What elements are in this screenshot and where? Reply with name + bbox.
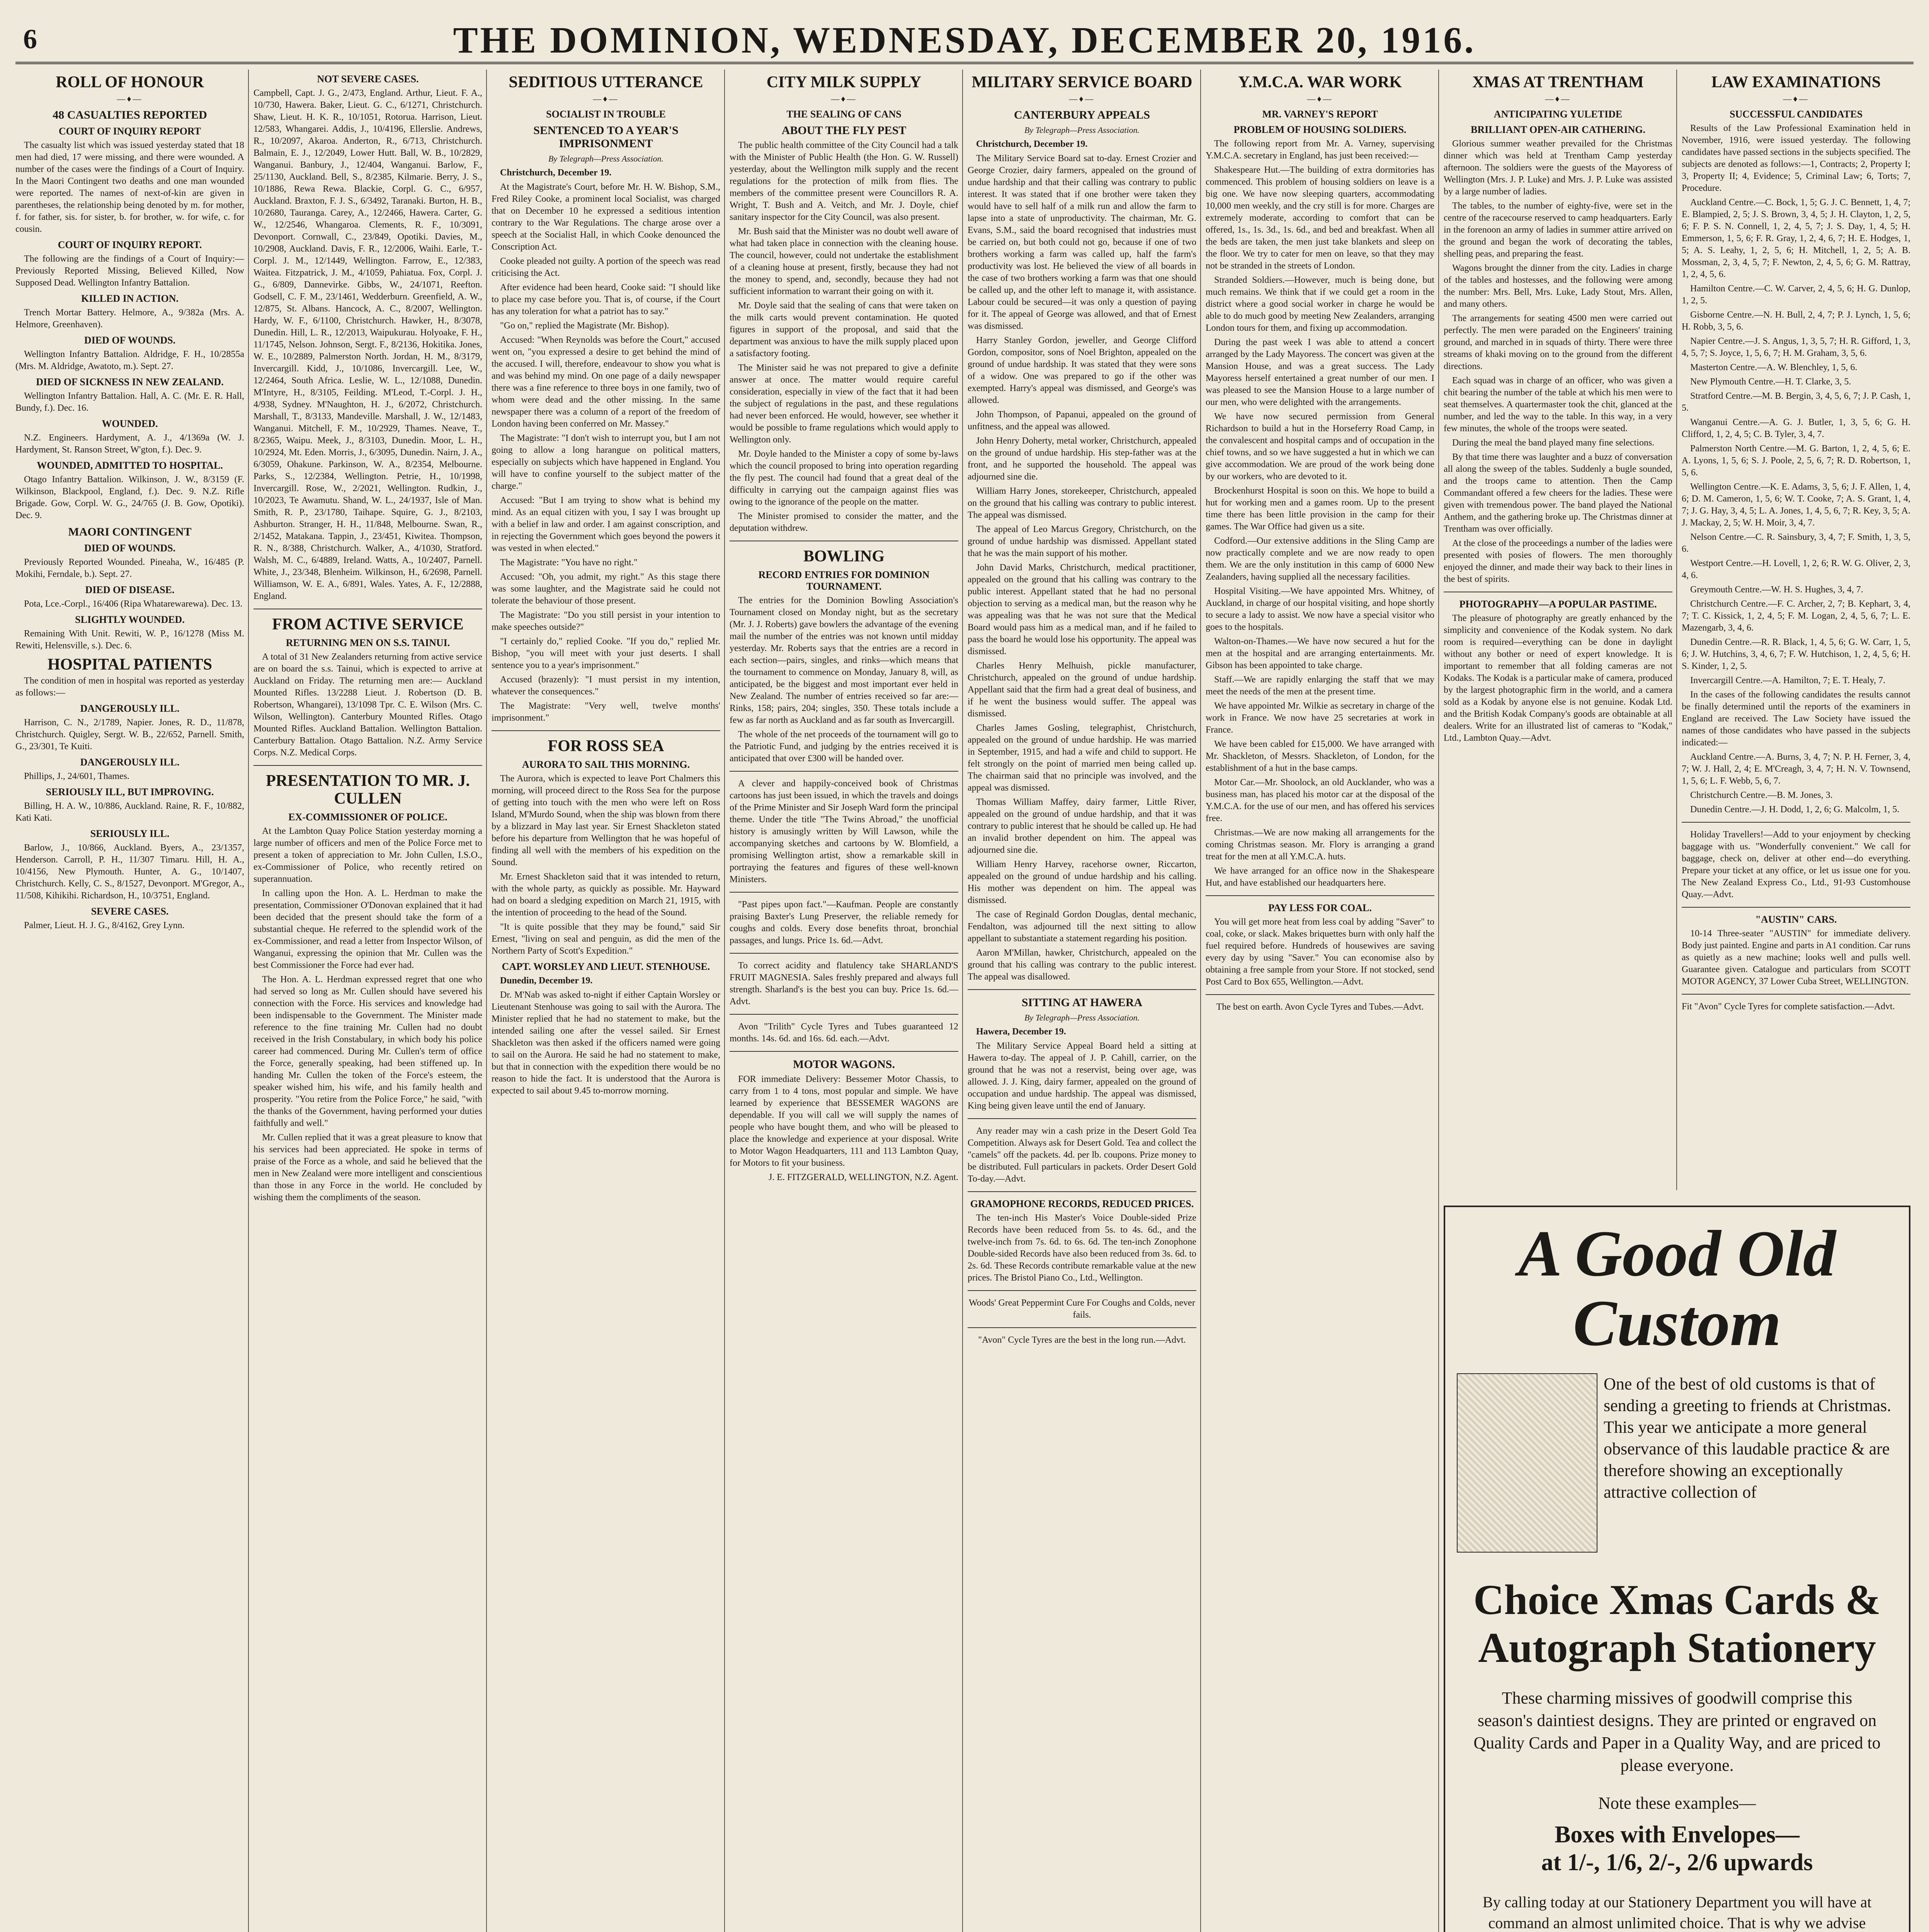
- ad-sat: By calling today at our Stationery Department you will have at command an almost unlimited choice. That is why we advise: [1482, 1893, 1872, 1932]
- column-rule: [248, 70, 249, 1932]
- subheadline-sealing: THE SEALING OF CANS: [786, 109, 902, 120]
- advertisement-text: The ten-inch His Master's Voice Double-sided Prize Records have been reduced from 5s. to 4s. 6d., and the twelve-inch from 7s. 6d. to 6s. 6d. The ten-inch Zonophone Double-sided Records have also been reduced from 3s. 6d. to 2s. 6d. These Records contribute remarkable value at the new prices. The Bristol Piano Co., Ltd., Wellington.: [968, 1213, 1196, 1283]
- section-heading: EX-COMMISSIONER OF POLICE.: [288, 811, 447, 823]
- article-paragraph: John Thompson, of Papanui, appealed on the ground of unfitness, and the appeal was allowed.: [968, 410, 1196, 432]
- article-paragraph: The tables, to the number of eighty-five, were set in the centre of the racecourse reserved to camp headquarters. Early in the forenoon an army of ladies in summer attire arrived on the ground and began the work of decorating the tables, shelling peas, and preparing the feast.: [1444, 201, 1672, 259]
- article-paragraph: Remaining With Unit. Rewiti, W. P., 16/1278 (Miss M. Rewiti, Helensville, s.). Dec. 6.: [15, 629, 244, 651]
- article-paragraph: By that time there was laughter and a buzz of conversation all along the sweep of the tables. Suddenly a bugle sounded, and the troops came to attention. Then the Camp Commandant offered a few cheers for the ladies. These were given with tremendous power. The band played the National Anthem, and the gathering broke up. The Christmas dinner at Trentham was over officially.: [1444, 452, 1672, 534]
- column-roll-of-honour: ROLL OF HONOUR —♦— 48 CASUALTIES REPORTED COURT OF INQUIRY REPORT The casualty list which was issued yesterday stated that 18 men had died, 17 were missing, and there were wounded. A number of the cases were the findings of a Court of Inquiry. In the Maori Contingent two deaths and one man wounded were reported. The names of next-of-kin are given in parentheses, the relationship being denoted by m. for mother, f. for father, sis. for sister, b. for brother, w. for wife, c. for cousin. COURT OF INQUIRY REPORT. The following are the findings of a Court of Inquiry:— Previously Reported Missing, Believed Killed, Now Supposed Dead. Wellington Infantry Battalion. KILLED IN ACTION. Trench Mortar Battery. Helmore, A., 9/382a (Mrs. A. Helmore, Greenhaven). DIED OF WOUNDS. Wellington Infantry Battalion. Aldridge, F. H., 10/2855a (Mrs. M. Aldridge, Awatoto, m.). Sept. 27. DIED OF SICKNESS IN NEW ZEALAND. Wellington Infantry Battalion. Hall, A. C. (Mr. E. R. Hall, Bundy, f.). Dec. 16. WOUNDED. N.Z. Engineers. Hardyment, A. J., 4/1369a (W. J. Hardyment, St. Ranson Street, W'gton, f.). Dec. 9. WOUNDED, ADMITTED TO HOSPITAL. Otago Infantry Battalion. Wilkinson, J. W., 8/3159 (F. Wilkinson, Blackpool, England, f.). Dec. 9. N.Z. Rifle Brigade. Gow, Corpl. W. G., 24/765 (J. B. Gow, Opotiki). Dec. 9. MAORI CONTINGENT DIED OF WOUNDS. Previously Reported Wounded. Pineaha, W., 16/485 (P. Mokihi, Ferndale, b.). Sept. 27. DIED OF DISEASE. Pota, Lce.-Corpl., 16/406 (Ripa Whatarewarewa). Dec. 13. SLIGHTLY WOUNDED. Remaining With Unit. Rewiti, W. P., 16/1278 (Miss M. Rewiti, Helensville, s.). Dec. 6. HOSPITAL PATIENTS The condition of men in hospital was reported as yesterday as follows:— DANGEROUSLY ILL. Harrison, C. N., 2/1789, Napier. Jones, R. D., 11/878, Christchurch. Quigley, Sergt. W. B., 22/652, Parnell. Smith, G., 23/301, Te Kuiti. DANGEROUSLY ILL. Phillips, J., 24/601, Thames. SERIOUSLY ILL, BUT IMPROVING. Billing, H. A. W., 10/886, Auckland. Raine, R. F., 10/882, Kati Kati. SERIOUSLY ILL. Barlow, J., 10/866, Auckland. Byers, A., 23/1357, Henderson. Carroll, P. H., 11/307 Timaru. Hill, H. A., 10/4156, New Plymouth. Hunter, A. G., 10/1407, Christchurch. Kelly, C. S., 8/1527, Devonport. M'Gregor, A., 11/508, Kihikihi. Richardson, H., 10/3751, England. SEVERE CASES. Palmer, Lieut. H. J. G., 8/4162, Grey Lynn.: [15, 70, 244, 1932]
- article-paragraph: Otago Infantry Battalion. Wilkinson, J. W., 8/3159 (F. Wilkinson, Blackpool, England, f.). Dec. 9. N.Z. Rifle Brigade. Gow, Corpl. W. G., 24/765 (J. B. Gow, Opotiki). Dec. 9.: [15, 474, 244, 520]
- article-paragraph: Previously Reported Wounded. Pineaha, W., 16/485 (P. Mokihi, Ferndale, b.). Sept. 27.: [15, 557, 244, 579]
- article-paragraph: Stratford Centre.—M. B. Bergin, 3, 4, 5, 6, 7; J. P. Cash, 1, 5.: [1682, 391, 1910, 413]
- section-heading: DANGEROUSLY ILL.: [80, 703, 180, 714]
- headline-law-examinations: LAW EXAMINATIONS: [1711, 73, 1881, 91]
- article-paragraph: In the cases of the following candidates the results cannot be finally determined until the reports of the examiners in England are received. The Law Society have issued the names of those candidates who have passed in the subjects indicated:—: [1682, 690, 1910, 748]
- article-paragraph: Hamilton Centre.—C. W. Carver, 2, 4, 5, 6; H. G. Dunlop, 1, 2, 5.: [1682, 284, 1910, 306]
- article-paragraph: At the Magistrate's Court, before Mr. H. W. Bishop, S.M., Fred Riley Cooke, a prominent local Socialist, was charged that on December 10 he expressed a seditious intention contrary to the War Regulations. The charge arose over a speech at the Socialist Hall, in which Cooke denounced the Conscription Act.: [492, 182, 720, 252]
- headline-bowling: BOWLING: [803, 548, 885, 565]
- ad-headline: A Good Old Custom: [1518, 1217, 1836, 1359]
- ad-headline-2: Choice Xmas Cards & Autograph Stationery: [1473, 1576, 1881, 1671]
- article-paragraph: Dr. M'Nab was asked to-night if either Captain Worsley or Lieutenant Stenhouse was going to sail with the Aurora. The Minister replied that he had no statement to make, but the intended sailing one after the vessel sailed. Sir Ernest Shackleton was then asked if the officers named were going to sail on the Aurora. He said he had no statement to make, but that in connection with the expedition there would be no reason to hide the fact. It is understood that the Aurora is expected to sail about 9.45 to-morrow morning.: [492, 990, 720, 1096]
- article-paragraph: "I certainly do," replied Cooke. "If you do," replied Mr. Bishop, "you will meet with your just deserts. I shall sentence you to a year's imprisonment.": [492, 636, 720, 670]
- article-paragraph: Accused (brazenly): "I must persist in my intention, whatever the consequences.": [492, 675, 720, 697]
- article-paragraph: Palmer, Lieut. H. J. G., 8/4162, Grey Lynn.: [24, 920, 185, 930]
- section-heading: COURT OF INQUIRY REPORT.: [58, 239, 202, 250]
- subheadline-open-air: BRILLIANT OPEN-AIR CATHERING.: [1471, 124, 1645, 135]
- article-paragraph: Accused: "Oh, you admit, my right." As this stage there was some laughter, and the Magistrate said he could not tolerate the behaviour of those present.: [492, 572, 720, 606]
- article-paragraph: Mr. Bush said that the Minister was no doubt well aware of what had taken place in connection with the cleaning house. The council, however, could not undertake the establishment of a cleaning house at present, firstly, because they had not the money to spend, and, secondly, because they had not sufficient information to warrant their going on with it.: [730, 226, 958, 296]
- headline-seditious-utterance: SEDITIOUS UTTERANCE: [509, 73, 703, 91]
- page-number: 6: [23, 24, 37, 54]
- article-paragraph: Phillips, J., 24/601, Thames.: [24, 771, 129, 781]
- article-paragraph: Mr. Doyle handed to the Minister a copy of some by-laws which the council proposed to bring into operation regarding the fly pest. The council had found that a great deal of the difficulty in carrying out the campaign against flies was owing to the ignorance of the people on the matter.: [730, 449, 958, 507]
- section-heading: DIED OF WOUNDS.: [84, 543, 176, 554]
- article-paragraph: Results of the Law Professional Examination held in November, 1916, were issued yesterday. The following candidates have passed sections in the subjects specified. The subjects are denoted as follows:—1, Contracts; 2, Property I; 3, Property II; 4, Evidence; 5, Criminal Law; 6, Torts; 7, Procedure.: [1682, 123, 1910, 193]
- section-heading: DIED OF SICKNESS IN NEW ZEALAND.: [36, 376, 224, 388]
- article-paragraph: Masterton Centre.—A. W. Blenchley, 1, 5, 6.: [1690, 362, 1858, 372]
- section-heading: SEVERE CASES.: [91, 906, 169, 917]
- subheadline-housing: PROBLEM OF HOUSING SOLDIERS.: [1233, 124, 1407, 135]
- article-paragraph: Christchurch Centre.—B. M. Jones, 3.: [1690, 790, 1833, 800]
- article-paragraph: Accused: "When Reynolds was before the Court," accused went on, "you expressed a desire to get behind the mind of the accused. I will, therefore, endeavour to show you what is and was behind my mind. On one page of a daily newspaper there was a fine reference to three boys in one family, two of whom were dead and the other missing. In the same newspaper there was a column of a report of the freedom of London having been conferred on Mr. Massey.": [492, 335, 720, 429]
- article-paragraph: Greymouth Centre.—W. H. S. Hughes, 3, 4, 7.: [1690, 585, 1863, 595]
- article-paragraph: Glorious summer weather prevailed for the Christmas dinner which was held at Trentham Camp yesterday afternoon. The soldiers were the guests of the Mayoress of Wellington (Mrs. J. P. Luke) and Mrs. J. P. Luke was assisted by a large number of ladies.: [1444, 139, 1672, 197]
- article-paragraph: Walton-on-Thames.—We have now secured a hut for the men at the hospital and are arranging entertainments. Mr. Gibson has been appointed to take charge.: [1206, 636, 1434, 670]
- subheadline-candidates: SUCCESSFUL CANDIDATES: [1729, 109, 1863, 120]
- ad-prices: at 1/-, 1/6, 2/-, 2/6 upwards: [1541, 1849, 1813, 1876]
- column-city-milk-supply: CITY MILK SUPPLY —♦— THE SEALING OF CANS ABOUT THE FLY PEST The public health committee of the City Council had a talk with the Minister of Public Health (the Hon. G. W. Russell) yesterday, about the Wellington milk supply and the recent regulations for the protection of milk from flies. The members of the committee present were Councillors R. A. Wright, T. Bush and A. Veitch, and Mr. J. Doyle, chief sanitary inspector for the City Council, was also present. Mr. Bush said that the Minister was no doubt well aware of what had taken place in connection with the cleaning house. The council, however, could not undertake the establishment of a cleaning house at present, firstly, because they had not the money to spend, and, secondly, because they had not sufficient information to warrant their going on with it. Mr. Doyle said that the sealing of cans that were taken on the milk carts would prevent contamination. He quoted figures in support of the proposal, and said that the department was anxious to have the milk supply placed upon a satisfactory footing. The Minister said he was not prepared to give a definite answer at once. The matter would require careful consideration, especially in view of the fact that it had been the subject of regulations in the past, and these regulations had never been enforced. He would, however, see whether it would be possible to frame regulations which would apply to Wellington only. Mr. Doyle handed to the Minister a copy of some by-laws which the council proposed to bring into operation regarding the fly pest. The council had found that a great deal of the difficulty in carrying out the campaign against flies was owing to the ignorance of the people on the matter. The Minister promised to consider the matter, and the deputation withdrew. BOWLING RECORD ENTRIES FOR DOMINION TOURNAMENT. The entries for the Dominion Bowling Association's Tournament closed on Monday night, but as the secretary (Mr. J. J. Roberts) gave bowlers the advantage of the evening mail the number of the entries was not known until midday yesterday. Mr. Roberts says that the entries are a record in each section—pairs, singles, and rinks—which means that the tournament to commence on Monday, January 8, will, as anticipated, be the biggest and most important ever held in New Zealand. The number of entries received so far are:—Rinks, 158; pairs, 204; singles, 350. These totals include a few as far north as Auckland and as far south as Invercargill. The whole of the net proceeds of the tournament will go to the Patriotic Fund, and judging by the entries received it is anticipated that over £300 will be handed over. A clever and happily-conceived book of Christmas cartoons has just been issued, in which the travels and doings of the Prime Minister and Sir Joseph Ward form the principal theme. Under the title "The Twins Abroad," the unofficial history is amusingly written by Will Lawson, while the accompanying sketches and cartoons by W. Blomfield, a promising Wellington artist, show a remarkable skill in portraying the features and figures of these well-known Ministers. "Past pipes upon fact."—Kaufman. People are constantly praising Baxter's Lung Preserver, the reliable remedy for coughs and colds. Every dose benefits throat, bronchial passages, and lungs. Price 1s. 6d.—Advt. To correct acidity and flatulency take SHARLAND'S FRUIT MAGNESIA. Sales freshly prepared and always full strength. Sharland's is the best you can buy. Price 1s. 6d.—Advt. Avon "Trilith" Cycle Tyres and Tubes guaranteed 12 months. 14s. 6d. and 16s. 6d. each.—Advt. MOTOR WAGONS. FOR immediate Delivery: Bessemer Motor Chassis, to carry from 1 to 4 tons, most popular and simple. We have learned by experience that BESSEMER WAGONS are dependable. If you will call we will supply the names of people who have bought them, and who will be pleased to place the knowledge and experience at your disposal. Write to Motor Wagon Headquarters, 111 and 113 Lambton Quay, for Motors to fit your business. J. E. FITZGERALD, WELLINGTON, N.Z. Agent.: [730, 70, 958, 1932]
- section-heading: DIED OF WOUNDS.: [84, 335, 176, 346]
- headline-roll-of-honour: ROLL OF HONOUR: [56, 73, 204, 91]
- article-paragraph: We have appointed Mr. Wilkie as secretary in charge of the work in France. We now have 25 secretaries at work in France.: [1206, 701, 1434, 735]
- article-paragraph: The Magistrate: "I don't wish to interrupt you, but I am not going to allow a long harangue on political matters, especially on subjects which have happened in England. You will have to confine yourself to the subject matter of the charge.": [492, 433, 720, 491]
- article-paragraph: During the past week I was able to attend a concert arranged by the Lady Mayoress. The concert was given at the Mansion House, and was a great success. The Lady Mayoress herself entertained a great number of our men. I was pleased to see the Mansion House to a large number of our men, who were delighted with the arrangements.: [1206, 337, 1434, 407]
- headline-military-service-board: MILITARY SERVICE BOARD: [971, 73, 1192, 91]
- article-paragraph: The Military Service Appeal Board held a sitting at Hawera to-day. The appeal of J. P. Cahill, carrier, on the ground that he was not a reservist, being over age, was allowed. J. J. King, dairy farmer, appealed on the ground of occupation and undue hardship. The appeal was dismissed, King being given leave until the end of January.: [968, 1041, 1196, 1111]
- article-paragraph: Christchurch Centre.—F. C. Archer, 2, 7; B. Kephart, 3, 4, 7; T. C. Kissick, 1, 2, 4, 5; F. M. Logan, 2, 4, 5, 6, 7; L. E. Mazengarb, 3, 4, 6.: [1682, 599, 1910, 633]
- dateline: Hawera, December 19.: [976, 1027, 1066, 1037]
- section-heading: DANGEROUSLY ILL.: [80, 757, 180, 768]
- article-paragraph: The whole of the net proceeds of the tournament will go to the Patriotic Fund, and judging by the entries received it is anticipated that over £300 will be handed over.: [730, 730, 958, 764]
- headline-xmas-trentham: XMAS AT TRENTHAM: [1472, 73, 1644, 91]
- subheadline-sentenced: SENTENCED TO A YEAR'S IMPRISONMENT: [533, 124, 679, 150]
- advertisement-text: The pleasure of photography are greatly enhanced by the simplicity and convenience of the Kodak system. No dark room is required—everything can be done in daylight without any bother or need of expert knowledge. It is important to remember that all folding cameras are not Kodaks. The Kodak is a particular make of camera, produced by the largest photographic firm in the world, and a camera sold as a Kodak by anyone else is not genuine. Kodak Ltd. and the British Kodak Company's goods are obtainable at all dealers. Write for an illustrated list of cameras to "Kodak," Ltd., Lambton Quay.—Advt.: [1444, 613, 1672, 743]
- headline-ymca-war-work: Y.M.C.A. WAR WORK: [1238, 73, 1402, 91]
- advertisement-text: Holiday Travellers!—Add to your enjoyment by checking baggage with us. "Wonderfully convenient." We call for baggage, check on, deliver at other end—do everything. Prepare your ticket at any office, or let us issue one for you. The New Zealand Express Co., Ltd., 91-93 Customhouse Quay.—Advt.: [1682, 830, 1910, 900]
- article-paragraph: Wellington Centre.—K. E. Adams, 3, 5, 6; J. F. Allen, 1, 4, 6; D. M. Cameron, 1, 5, 6; W. T. Cooke, 7; A. S. Grant, 1, 4, 7; J. G. Hay, 3, 4, 5; L. A. Jones, 1, 4, 5, 6, 7; R. Key, 3, 5; A. J. Mackay, 2, 5; W. H. Moir, 3, 4, 7.: [1682, 482, 1910, 528]
- section-heading: SERIOUSLY ILL.: [90, 828, 170, 839]
- dateline: Dunedin, December 19.: [500, 976, 593, 986]
- article-paragraph: Dunedin Centre.—J. H. Dodd, 1, 2, 6; G. Malcolm, 1, 5.: [1690, 804, 1900, 815]
- article-paragraph: In calling upon the Hon. A. L. Herdman to make the presentation, Commissioner O'Donovan explained that it had been decided that the present should take the form of a substantial cheque. He referred to the splendid work of the ex-Commissioner, and read a letter from Inspector Wilson, of Wanganui, expressing the opinion that Mr. Cullen was the best Commissioner the Force had ever had.: [253, 888, 482, 970]
- masthead-title: THE DOMINION, WEDNESDAY, DECEMBER 20, 1916.: [453, 19, 1476, 61]
- advertisement-text: Woods' Great Peppermint Cure For Coughs and Colds, never fails.: [969, 1298, 1195, 1320]
- section-heading: SLIGHTLY WOUNDED.: [75, 614, 185, 625]
- article-paragraph: The Aurora, which is expected to leave Port Chalmers this morning, will proceed direct to the Ross Sea for the purpose of getting into touch with the men who were left on Ross Island, M'Murdo Sound, when the ship was blown from there by a blizzard in May last year. Sir Ernest Shackleton stated before his departure from Wellington that he was hopeful of finding all well with the members of his expedition on the Sound.: [492, 774, 720, 867]
- article-paragraph: Shakespeare Hut.—The building of extra dormitories has commenced. This problem of housing soldiers on leave is a big one. We have now sleeping quarters, accommodating 10,000 men weekly, and the cry still is for more. Charges are extremely moderate, according to comfort that can be offered, 1s., 1s. 3d., 1s. 6d., and bed and breakfast. When all the beds are taken, the men just take blankets and sleep on the floor. We try to cater for men on leave, so that they may not be stranded in the streets of London.: [1206, 165, 1434, 271]
- article-paragraph: John David Marks, Christchurch, medical practitioner, appealed on the ground that his calling was contrary to the public interest. Appellant stated that he had no personal objection to serving as a medical man, but the reason why he was appealing was that he was not sure that the Medical Board would pass him as a medical man, and if he failed to pass the board he would lose his opportunity. The appeal was dismissed.: [968, 563, 1196, 656]
- article-paragraph: John Henry Doherty, metal worker, Christchurch, appealed on the ground of undue hardship. His step-father was at the front, and he supported the household. The appeal was adjourned sine die.: [968, 436, 1196, 482]
- subheadline-socialist: SOCIALIST IN TROUBLE: [546, 109, 666, 120]
- article-paragraph: Wellington Infantry Battalion. Aldridge, F. H., 10/2855a (Mrs. M. Aldridge, Awatoto, m.). Sept. 27.: [15, 349, 244, 371]
- article-paragraph: The Magistrate: "Very well, twelve months' imprisonment.": [492, 701, 720, 723]
- column-rule: [486, 70, 487, 1932]
- article-paragraph: Wagons brought the dinner from the city. Ladies in charge of the tables and hostesses, and the following were among the number: Mrs. Bell, Mrs. Luke, Lady Stout, Mrs. Allen, and many others.: [1444, 263, 1672, 309]
- dateline: Christchurch, December 19.: [500, 168, 612, 178]
- article-paragraph: Mr. Ernest Shackleton said that it was intended to return, with the whole party, as quickly as possible. Mr. Hayward had on board a sledging expedition on March 21, 1915, with the intention of proceeding to the head of the Sound.: [492, 872, 720, 918]
- ad-lede: One of the best of old customs is that of sending a greeting to friends at Christmas. This year we anticipate a more general observance of this laudable practice & are therefore showing an exceptionally attractive collection of: [1604, 1374, 1892, 1502]
- subheadline-court: COURT OF INQUIRY REPORT: [58, 126, 201, 137]
- column-law-examinations: LAW EXAMINATIONS —♦— SUCCESSFUL CANDIDATES Results of the Law Professional Examination held in November, 1916, were issued yesterday. The following candidates have passed sections in the subjects specified. The subjects are denoted as follows:—1, Contracts; 2, Property I; 3, Property II; 4, Evidence; 5, Criminal Law; 6, Torts; 7, Procedure. Auckland Centre.—C. Bock, 1, 5; G. J. C. Bennett, 1, 4, 7; E. Blampied, 2, 5; J. S. Brown, 3, 4, 5; J. H. Clayton, 1, 2, 5, 6; F. P. S. N. Connell, 1, 2, 4, 5, 7; J. S. Day, 1, 4, 5; H. Emmerson, 1, 5, 6; F. R. Gray, 1, 2, 4, 6, 7; H. E. Hodges, 1, 5; A. S. Leahy, 1, 2, 5, 6; H. Mitchell, 1, 2, 5; A. B. Mossman, 2, 3, 4, 5, 7; F. Newton, 2, 4, 5, 6; G. M. Rattray, 1, 2, 4, 5, 6. Hamilton Centre.—C. W. Carver, 2, 4, 5, 6; H. G. Dunlop, 1, 2, 5. Gisborne Centre.—N. H. Bull, 2, 4, 7; P. J. Lynch, 1, 5, 6; H. Robb, 3, 5, 6. Napier Centre.—J. S. Angus, 1, 3, 5, 7; H. R. Gifford, 1, 3, 4, 5, 7; S. Joyce, 1, 5, 6, 7; H. M. Graham, 3, 5, 6. Masterton Centre.—A. W. Blenchley, 1, 5, 6. New Plymouth Centre.—H. T. Clarke, 3, 5. Stratford Centre.—M. B. Bergin, 3, 4, 5, 6, 7; J. P. Cash, 1, 5. Wanganui Centre.—A. G. J. Butler, 1, 3, 5, 6; G. H. Clifford, 1, 2, 4, 5; C. B. Tyler, 3, 4, 7. Palmerston North Centre.—M. G. Barton, 1, 2, 4, 5, 6; E. A. Lyons, 1, 5, 6; S. J. Poole, 2, 5, 6, 7; R. D. Robertson, 1, 5, 6. Wellington Centre.—K. E. Adams, 3, 5, 6; J. F. Allen, 1, 4, 6; D. M. Cameron, 1, 5, 6; W. T. Cooke, 7; A. S. Grant, 1, 4, 7; J. G. Hay, 3, 4, 5; L. A. Jones, 1, 4, 5, 6, 7; R. Key, 3, 5; A. J. Mackay, 2, 5; W. H. Moir, 3, 4, 7. Nelson Centre.—C. R. Sainsbury, 3, 4, 7; F. Smith, 1, 3, 5, 6. Westport Centre.—H. Lovell, 1, 2, 6; R. W. G. Oliver, 2, 3, 4, 6. Greymouth Centre.—W. H. S. Hughes, 3, 4, 7. Christchurch Centre.—F. C. Archer, 2, 7; B. Kephart, 3, 4, 7; T. C. Kissick, 1, 2, 4, 5; F. M. Logan, 2, 4, 5, 6, 7; L. E. Mazengarb, 3, 4, 6. Dunedin Centre.—R. R. Black, 1, 4, 5, 6; G. W. Carr, 1, 5, 6; J. W. Hutchins, 3, 4, 6, 7; F. W. Hutchison, 1, 2, 4, 5, 6; H. S. Kinder, 1, 2, 5. Invercargill Centre.—A. Hamilton, 7; E. T. Healy, 7. In the cases of the following candidates the results cannot be finally determined until the reports of the examiners in England are received. The Law Society have issued the names of those candidates who have passed in the subjects indicated:— Auckland Centre.—A. Burns, 3, 4, 7; N. P. H. Ferner, 3, 4, 7; W. J. Hall, 2, 4; E. M'Creagh, 3, 4, 7; H. N. V. Townsend, 1, 5, 6; L. F. Webb, 5, 6, 7. Christchurch Centre.—B. M. Jones, 3. Dunedin Centre.—J. H. Dodd, 1, 2, 6; G. Malcolm, 1, 5. Holiday Travellers!—Add to your enjoyment by checking baggage with us. "Wonderfully convenient." We call for baggage, check on, deliver at other end—do everything. Prepare your ticket at any office, or let us issue one for you. The New Zealand Express Co., Ltd., 91-93 Customhouse Quay.—Advt. "AUSTIN" CARS. 10-14 Three-seater "AUSTIN" for immediate delivery. Body just painted. Engine and parts in A1 condition. Car runs as quietly as a new machine; looks well and pulls well. Guarantee given. Catalogue and particulars from SCOTT MOTOR AGENCY, 37 Lower Cuba Street, WELLINGTON. Fit "Avon" Cycle Tyres for complete satisfaction.—Advt.: [1682, 70, 1910, 1190]
- article-paragraph: Campbell, Capt. J. G., 2/473, England. Arthur, Lieut. F. A., 10/730, Hawera. Baker, Lieut. G. C., 6/1271, Christchurch. Shaw, Lieut. H. K. R., 10/1051, Rotorua. Harrison, Lieut. 12/583, Whangarei. Addis, J., 10/4196, Ellerslie. Andrews, R., 10/2097, Akaroa. Anderton, R., 6/713, Christchurch. Balmain, E. J., 12/2049, Lower Hutt. Ball, W. B., 10/2829, Wanganui. Banbury, J., 12/404, Wanganui. Barlow, F., 25/1130, Auckland. Bell, S., 8/2385, Kilmarie. Berry, J. S., 10/1886, Rewa Rewa. Blackie, Corpl. G. C., 6/957, Auckland. Braxton, F. J. S., 6/3492, Taranaki. Burton, H. B., 10/2680, Tauranga. Carey, A., 12/2466, Hawera. Carter, G. W., 12/2546, Whangaroa. Clements, R. F., 10/3091, Devonport. Cornwall, C., 23/849, Opotiki. Davies, M., 10/2908, Auckland. Davis, F. R., 12/2006, Waihi. Earle, T.-Corpl. J. M., 12/1449, Wellington. Farrow, E., 12/383, Waitea. Fitzpatrick, J. M., 4/1059, Pahiatua. Fox, Corpl. J. G., 6/809, Dannevirke. Gibbs, W., 24/1071, Reefton. Godsell, C. F. M., 23/1461, Wedderburn. Greenfield, A. W., 12/875, St. Albans. Hancock, A. C., 8/2007, Wellington. Hardy, W. F., 6/1100, Christchurch. Hawker, H., 8/3078, Dunedin. Hill, L. R., 12/2013, Waipukurau. Holyoake, F. H., 11/1745, Nelson. Johnson, Sergt. F., 8/2136, Hokitika. Jones, W. E., 10/2889, Palmerston North. Jordan, H. M., 8/3179, Invercargill. Kidd, J., 10/1086, Invercargill. Lee, W., 12/2464, South Africa. Leslie, W. L., 12/1088, Dunedin. M'Intyre, H., 8/3105, Feilding. M'Leod, T.-Corpl. J. H., 4/938, Sydney. M'Naughton, H. J., 6/2072, Christchurch. Marshall, T., 8/3133, Mandeville. Marshall, J. W., 12/1483, Wanganui. Mitchell, F. M., 10/2929, Thames. Neave, T., 8/2365, Waipu. Meek, J., 8/3103, Dunedin. Moor, L. H., 10/2924, Mt. Eden. Morris, J., 6/3095, Dunedin. Nairn, J. A., 6/3059, Ohakune. Parkinson, W. A., 8/2354, Melbourne. Parks, S., 12/2384, Wellington. Petrie, H., 10/1998, Invercargill. Rose, W., 2/2021, Wellington. Rudkin, J., 10/2023, Te Awamutu. Shand, W. L., 24/1937, Isle of Man. Smith, R. P., 23/1780, Taihape. Squire, G. J., 8/2103, Ashburton. Stranger, H. H., 11/848, Melbourne. Swan, R., 2/1452, Matakana. Tappin, J., 23/451, Kiwitea. Thompson, R. N., 8/388, Christchurch. Walker, A., 4/1030, Stratford. Walsh, M. C., 6/4889, Ireland. Watts, A., 10/2407, Parnell. White, J., 23/348, Blenheim. Wilkinson, H., 6/2698, Parnell. Williamson, W. E. A., 6/891, Wales. Yates, A. F., 12/2888, England.: [253, 88, 482, 601]
- article-paragraph: Harrison, C. N., 2/1789, Napier. Jones, R. D., 11/878, Christchurch. Quigley, Sergt. W. B., 22/652, Parnell. Smith, G., 23/301, Te Kuiti.: [15, 718, 244, 752]
- whitcombe-advertisement: [1444, 1206, 1910, 1932]
- article-paragraph: The Magistrate: "You have no right.": [500, 558, 638, 568]
- subheadline-fly-pest: ABOUT THE FLY PEST: [781, 124, 907, 137]
- article-paragraph: Napier Centre.—J. S. Angus, 1, 3, 5, 7; H. R. Gifford, 1, 3, 4, 5, 7; S. Joyce, 1, 5, 6, 7; H. M. Graham, 3, 5, 6.: [1682, 336, 1910, 358]
- article-paragraph: At the Lambton Quay Police Station yesterday morning a large number of officers and men of the Police Force met to present a token of appreciation to Mr. John Cullen, I.S.O., ex-Commissioner of Police, who recently retired on superannuation.: [253, 826, 482, 884]
- advertisement-text: "Avon" Cycle Tyres are the best in the long run.—Advt.: [978, 1335, 1186, 1345]
- subheadline-worsley: CAPT. WORSLEY AND LIEUT. STENHOUSE.: [502, 961, 710, 972]
- headline-photography: PHOTOGRAPHY—A POPULAR PASTIME.: [1459, 599, 1657, 610]
- column-rule: [1200, 70, 1201, 1932]
- column-rule: [1676, 70, 1677, 1190]
- article-paragraph: Each squad was in charge of an officer, who was given a chit bearing the number of the table at which his men were to seat themselves. A quartermaster took the chit, glanced at the number, and led the way to the table. In this way, in a very few minutes, the whole of the troops were seated.: [1444, 376, 1672, 434]
- article-paragraph: The Hon. A. L. Herdman expressed regret that one who had served so long as Mr. Cullen should have severed his connection with the Force. His services and knowledge had been indispensable to the Government. The Minister made reference to the fine training Mr. Cullen had no doubt received in the Irish Constabulary, in which body his police career had commenced. During Mr. Cullen's term of office the Force, generally speaking, had been stiffened up. In handing Mr. Cullen the token of the Force's esteem, the speaker wished him, his wife, and his family health and prosperity. "You retire from the Police Force," he said, "with the thanks of the Government, having performed your duties faithfully and well.": [253, 975, 482, 1128]
- article-paragraph: Westport Centre.—H. Lovell, 1, 2, 6; R. W. G. Oliver, 2, 3, 4, 6.: [1682, 558, 1910, 580]
- section-heading: WOUNDED.: [102, 418, 158, 429]
- article-paragraph: Auckland Centre.—A. Burns, 3, 4, 7; N. P. H. Ferner, 3, 4, 7; W. J. Hall, 2, 4; E. M'Creagh, 3, 4, 7; H. N. V. Townsend, 1, 5, 6; L. F. Webb, 5, 6, 7.: [1682, 752, 1910, 786]
- article-paragraph: Mr. Doyle said that the sealing of cans that were taken on the milk carts would prevent contamination. He quoted figures in support of the proposal, and said that the department was anxious to have the milk supply placed upon a satisfactory footing.: [730, 301, 958, 359]
- article-paragraph: The following report from Mr. A. Varney, supervising Y.M.C.A. secretary in England, has just been received:—: [1206, 139, 1434, 161]
- advertisement-text: "Past pipes upon fact."—Kaufman. People are constantly praising Baxter's Lung Preserver, the reliable remedy for coughs and colds. Every dose benefits throat, bronchial passages, and lungs. Price 1s. 6d.—Advt.: [730, 900, 958, 946]
- article-paragraph: Nelson Centre.—C. R. Sainsbury, 3, 4, 7; F. Smith, 1, 3, 5, 6.: [1682, 532, 1910, 554]
- subheadline-canterbury-appeals: CANTERBURY APPEALS: [1014, 109, 1150, 121]
- column-rule: [1438, 70, 1439, 1932]
- article-paragraph: New Plymouth Centre.—H. T. Clarke, 3, 5.: [1690, 377, 1851, 387]
- article-paragraph: Brockenhurst Hospital is soon on this. We hope to build a hut for working men and a games room. Up to the present time there has been little provision in the camp for their games. The War Office had given us a site.: [1206, 486, 1434, 532]
- article-paragraph: Dunedin Centre.—R. R. Black, 1, 4, 5, 6; G. W. Carr, 1, 5, 6; J. W. Hutchins, 3, 4, 6, 7; F. W. Hutchison, 1, 2, 4, 5, 6; H. S. Kinder, 1, 2, 5.: [1682, 637, 1910, 671]
- headline-gramophone: GRAMOPHONE RECORDS, REDUCED PRICES.: [970, 1198, 1194, 1209]
- advertisement-text: You will get more heat from less coal by adding "Saver" to coal, coke, or slack. Makes briquettes burn with only half the fuel required before. Hundreds of housewives are saving every day by using "Saver." You can economise also by obtaining a free sample from your Store. If not stocked, send Post Card to Box 655, Wellington.—Advt.: [1206, 917, 1434, 987]
- article-paragraph: Charles Henry Melhuish, pickle manufacturer, Christchurch, appealed on the ground of undue hardship. Appellant said that the firm had a great deal of business, and if he went the business would suffer. The appeal was dismissed.: [968, 661, 1196, 719]
- article-paragraph: The Magistrate: "Do you still persist in your intention to make speeches outside?": [492, 610, 720, 632]
- article-paragraph: N.Z. Engineers. Hardyment, A. J., 4/1369a (W. J. Hardyment, St. Ranson Street, W'gton, f.). Dec. 9.: [15, 433, 244, 455]
- article-paragraph: Codford.—Our extensive additions in the Sling Camp are now practically complete and we are now ready to open them. We are the only institution in this camp of 6000 New Zealanders, having supplied all the necessary facilities.: [1206, 536, 1434, 582]
- byline: By Telegraph—Press Association.: [1024, 125, 1140, 135]
- article-paragraph: Christmas.—We are now making all arrangements for the coming Christmas season. Mr. Flory is arranging a grand treat for the men at all Y.M.C.A. huts.: [1206, 828, 1434, 862]
- christmas-card-illustration: [1457, 1373, 1597, 1553]
- headline-hospital-patients: HOSPITAL PATIENTS: [48, 656, 212, 673]
- column-xmas-trentham: XMAS AT TRENTHAM —♦— ANTICIPATING YULETIDE BRILLIANT OPEN-AIR CATHERING. Glorious summer weather prevailed for the Christmas dinner which was held at Trentham Camp yesterday afternoon. The soldiers were the guests of the Mayoress of Wellington (Mrs. J. P. Luke) and Mrs. J. P. Luke was assisted by a large number of ladies. The tables, to the number of eighty-five, were set in the centre of the racecourse reserved to camp headquarters. Early in the forenoon an army of ladies in summer attire arrived on the ground and began the work of decorating the tables, shelling peas, and preparing the feast. Wagons brought the dinner from the city. Ladies in charge of the tables and hostesses, and the following were among the number: Mrs. Bell, Mrs. Luke, Lady Stout, Mrs. Allen, and many others. The arrangements for seating 4500 men were carried out perfectly. The men were paraded on the Engineers' training ground, and marched in in squads of thirty. There were three streams of khaki moving on to the ground from the different directions. Each squad was in charge of an officer, who was given a chit bearing the number of the table at which his men were to seat themselves. A quartermaster took the chit, glanced at the number, and led the way to the table. In this way, in a very few minutes, the whole of the troops were seated. During the meal the band played many fine selections. By that time there was laughter and a buzz of conversation all along the sweep of the tables. Suddenly a bugle sounded, and the troops came to attention. Then the Camp Commandant offered a few cheers for the ladies. These were given with tremendous power. The band played the National Anthem, and the gathering broke up. The Christmas dinner at Trentham was over officially. At the close of the proceedings a number of the ladies were presented with posies of flowers. The men thoroughly enjoyed the dinner, and made their way back to their lines in the best of spirits. PHOTOGRAPHY—A POPULAR PASTIME. The pleasure of photography are greatly enhanced by the simplicity and convenience of the Kodak system. No dark room is required—everything can be done in daylight without any bother or need of expert knowledge. It is important to remember that all folding cameras are not Kodaks. The Kodak is a particular make of camera, produced by the largest photographic firm in the world, and a camera sold as a Kodak by anyone else is not genuine. Kodak Ltd. and the British Kodak Company's goods are obtainable at all dealers. Write for an illustrated list of cameras to "Kodak," Ltd., Lambton Quay.—Advt.: [1444, 70, 1672, 1190]
- article-paragraph: Cooke pleaded not guilty. A portion of the speech was read criticising the Act.: [492, 256, 720, 278]
- subheadline-tournament: RECORD ENTRIES FOR DOMINION TOURNAMENT.: [758, 569, 930, 592]
- ad-note: Note these examples—: [1598, 1794, 1756, 1813]
- section-heading: KILLED IN ACTION.: [81, 293, 179, 304]
- subheadline-varney-report: MR. VARNEY'S REPORT: [1262, 109, 1378, 120]
- article-paragraph: Trench Mortar Battery. Helmore, A., 9/382a (Mrs. A. Helmore, Greenhaven).: [15, 308, 244, 330]
- article-paragraph: The arrangements for seating 4500 men were carried out perfectly. The men were paraded on the Engineers' training ground, and marched in in squads of thirty. There were three streams of khaki moving on to the ground from the different directions.: [1444, 313, 1672, 371]
- headline-city-milk-supply: CITY MILK SUPPLY: [766, 73, 922, 91]
- column-casualty-list: [253, 70, 482, 1932]
- article-paragraph: The appeal of Leo Marcus Gregory, Christchurch, on the ground of undue hardship was dismissed. Appellant stated that he was the main support of his mother.: [968, 524, 1196, 558]
- article-paragraph: The entries for the Dominion Bowling Association's Tournament closed on Monday night, but as the secretary (Mr. J. J. Roberts) gave bowlers the advantage of the evening mail the number of the entries was not known until midday yesterday. Mr. Roberts says that the entries are a record in each section—pairs, singles, and rinks—which means that the tournament to commence on Monday, January 8, will, as anticipated, be the biggest and most important ever held in New Zealand. The number of entries received so far are:—Rinks, 158; pairs, 204; singles, 350. These totals include a few as far north as Auckland and as far south as Invercargill.: [730, 595, 958, 725]
- headline-pay-less-coal: PAY LESS FOR COAL.: [1268, 902, 1372, 913]
- article-paragraph: Wanganui Centre.—A. G. J. Butler, 1, 3, 5, 6; G. H. Clifford, 1, 2, 4, 5; C. B. Tyler, 3, 4, 7.: [1682, 417, 1910, 439]
- article-paragraph: Invercargill Centre.—A. Hamilton, 7; E. T. Healy, 7.: [1690, 675, 1885, 685]
- article-paragraph: During the meal the band played many fine selections.: [1452, 438, 1655, 448]
- ad-body: These charming missives of goodwill comprise this season's daintiest designs. They are printed or engraved on Quality Cards and Paper in a Quality Way, and are priced to please everyone.: [1473, 1689, 1881, 1775]
- subheadline-yuletide: ANTICIPATING YULETIDE: [1494, 109, 1623, 120]
- article-paragraph: The Military Service Board sat to-day. Ernest Crozier and George Crozier, dairy farmers, appealed on the ground of undue hardship and that their calling was contrary to public interest. It was stated that if one brother were taken they would have to sell half of a milk run and allow the farm to lapse into a state of unproductivity. The chairman, Mr. G. Evans, S.M., said the board recognised that industries must be carried on, but both could not go, because if one of two brothers working a farm was called up, half the farm's productivity was lost. He believed the view of all boards in the case of two brothers working a farm was that one should be called up, and the other left to manage it, with assistance. Labour could be secured—it was only a question of paying for it. The appeal of George was allowed, and that of Ernest was dismissed.: [968, 153, 1196, 331]
- advertisement-text: FOR immediate Delivery: Bessemer Motor Chassis, to carry from 1 to 4 tons, most popular and simple. We have learned by experience that BESSEMER WAGONS are dependable. If you will call we will supply the names of people who have bought them, and who will be pleased to place the knowledge and experience at your disposal. Write to Motor Wagon Headquarters, 111 and 113 Lambton Quay, for Motors to fit your business.: [730, 1074, 958, 1168]
- article-paragraph: The casualty list which was issued yesterday stated that 18 men had died, 17 were missing, and there were wounded. A number of the cases were the findings of a Court of Inquiry. In the Maori Contingent two deaths and one man wounded were reported. The names of next-of-kin are given in parentheses, the relationship being denoted by m. for mother, f. for father, sis. for sister, b. for brother, w. for wife, c. for cousin.: [15, 140, 244, 234]
- article-paragraph: Mr. Cullen replied that it was a great pleasure to know that his services had been appreciated. He spoke in terms of praise of the Force as a whole, and said he believed that the men in New Zealand were more intelligent and conscientious than those in any Force in the world. He concluded by wishing them the compliments of the season.: [253, 1133, 482, 1202]
- article-paragraph: Gisborne Centre.—N. H. Bull, 2, 4, 7; P. J. Lynch, 1, 5, 6; H. Robb, 3, 5, 6.: [1682, 310, 1910, 332]
- article-paragraph: Charles James Gosling, telegraphist, Christchurch, appealed on the ground of undue hardship. He was married in September, 1915, and had a wife and child to support. He felt strongly on the point of married men being called up. The chairman said that no principle was involved, and the appeal was dismissed.: [968, 723, 1196, 793]
- column-rule: [962, 70, 963, 1932]
- column-seditious-utterance: SEDITIOUS UTTERANCE —♦— SOCIALIST IN TROUBLE SENTENCED TO A YEAR'S IMPRISONMENT By Telegraph—Press Association. Christchurch, December 19. At the Magistrate's Court, before Mr. H. W. Bishop, S.M., Fred Riley Cooke, a prominent local Socialist, was charged that on December 10 he expressed a seditious intention contrary to the War Regulations. The charge arose over a speech at the Socialist Hall, in which Cooke denounced the Conscription Act. Cooke pleaded not guilty. A portion of the speech was read criticising the Act. After evidence had been heard, Cooke said: "I should like to place my case before you. That is, of course, if the Court has any toleration for what a patriot has to say." "Go on," replied the Magistrate (Mr. Bishop). Accused: "When Reynolds was before the Court," accused went on, "you expressed a desire to get behind the mind of the accused. I will, therefore, endeavour to show you what is and was behind my mind. On one page of a daily newspaper there was a fine reference to three boys in one family, two of whom were dead and the other missing. In the same newspaper there was a column of a report of the freedom of London having been conferred on Mr. Massey." The Magistrate: "I don't wish to interrupt you, but I am not going to allow a long harangue on political matters, especially on subjects which have happened in England. You will have to confine yourself to the subject matter of the charge." Accused: "But I am trying to show what is behind my mind. As an equal citizen with you, I say I was brought up with a belief in law and order. I am against conscription, and in rejecting the Government which goes beyond the powers it was vested in when elected." The Magistrate: "You have no right." Accused: "Oh, you admit, my right." As this stage there was some laughter, and the Magistrate said he could not tolerate the behaviour of those present. The Magistrate: "Do you still persist in your intention to make speeches outside?" "I certainly do," replied Cooke. "If you do," replied Mr. Bishop, "you will meet with your just deserts. I shall sentence you to a year's imprisonment." Accused (brazenly): "I must persist in my intention, whatever the consequences." The Magistrate: "Very well, twelve months' imprisonment." FOR ROSS SEA AURORA TO SAIL THIS MORNING. The Aurora, which is expected to leave Port Chalmers this morning, will proceed direct to the Ross Sea for the purpose of getting into touch with the men who were left on Ross Island, M'Murdo Sound, when the ship was blown from there by a blizzard in May last year. Sir Ernest Shackleton stated before his departure from Wellington that he was hopeful of finding all well with the members of his expedition on the Sound. Mr. Ernest Shackleton said that it was intended to return, with the whole party, as quickly as possible. Mr. Hayward had on board a sledging expedition on March 21, 1915, with the intention of proceeding to the head of the Sound. "It is quite possible that they may be found," said Sir Ernest, "living on seal and penguin, as did the men of the Northern Party of Scott's Expedition." CAPT. WORSLEY AND LIEUT. STENHOUSE. Dunedin, December 19. Dr. M'Nab was asked to-night if either Captain Worsley or Lieutenant Stenhouse was going to sail with the Aurora. The Minister replied that he had no statement to make, but the intended sailing one after the vessel sailed. Sir Ernest Shackleton was then asked if the officers named were going to sail on the Aurora. He said he had no statement to make, but that in connection with the expedition there would be no reason to hide the fact. It is understood that the Aurora is expected to sail about 9.45 to-morrow morning.: [492, 70, 720, 1932]
- article-paragraph: Billing, H. A. W., 10/886, Auckland. Raine, R. F., 10/882, Kati Kati.: [15, 801, 244, 823]
- article-paragraph: After evidence had been heard, Cooke said: "I should like to place my case before you. That is, of course, if the Court has any toleration for what a patriot has to say.": [492, 282, 720, 316]
- article-paragraph: Barlow, J., 10/866, Auckland. Byers, A., 23/1357, Henderson. Carroll, P. H., 11/307 Timaru. Hill, H. A., 10/4156, New Plymouth. Hunter, A. G., 10/1407, Christchurch. Kelly, C. S., 8/1527, Devonport. M'Gregor, A., 11/508, Kihikihi. Richardson, H., 10/3751, England.: [15, 843, 244, 901]
- section-heading: WOUNDED, ADMITTED TO HOSPITAL.: [37, 460, 223, 471]
- ad-boxes: Boxes with Envelopes—: [1555, 1821, 1800, 1848]
- section-heading: SERIOUSLY ILL, BUT IMPROVING.: [46, 786, 214, 798]
- article-paragraph: Thomas William Maffey, dairy farmer, Little River, appealed on the ground of undue hardship, and that it was contrary to public interest that he should be called up. He had an invalid brother dependent on him. The appeal was adjourned sine die.: [968, 797, 1196, 855]
- article-paragraph: Staff.—We are rapidly enlarging the staff that we may meet the needs of the men at the present time.: [1206, 675, 1434, 697]
- headline-motor-wagons: MOTOR WAGONS.: [793, 1058, 895, 1071]
- section-heading: MAORI CONTINGENT: [68, 526, 192, 538]
- headline-active-service: FROM ACTIVE SERVICE: [272, 616, 464, 633]
- article-paragraph: The Minister said he was not prepared to give a definite answer at once. The matter would require careful consideration, especially in view of the fact that it had been the subject of regulations in the past, and these regulations had never been enforced. He would, however, see whether it would be possible to frame regulations which would apply to Wellington only.: [730, 363, 958, 445]
- headline-sitting-hawera: SITTING AT HAWERA: [1021, 996, 1143, 1009]
- article-paragraph: Palmerston North Centre.—M. G. Barton, 1, 2, 4, 5, 6; E. A. Lyons, 1, 5, 6; S. J. Poole, 2, 5, 6, 7; R. D. Robertson, 1, 5, 6.: [1682, 444, 1910, 478]
- section-heading: NOT SEVERE CASES.: [317, 73, 419, 85]
- advertisement-signature: J. E. FITZGERALD, WELLINGTON, N.Z. Agent.: [768, 1172, 958, 1182]
- article-paragraph: Motor Car.—Mr. Shoolock, an old Aucklander, who was a business man, has placed his motor car at the disposal of the Y.M.C.A. for the use of our men, and has offered his services free.: [1206, 777, 1434, 823]
- subheadline-casualties: 48 CASUALTIES REPORTED: [53, 109, 207, 121]
- advertisement-text: 10-14 Three-seater "AUSTIN" for immediate delivery. Body just painted. Engine and parts in A1 condition. Car runs as quietly as a new machine; looks well and pulls well. Guarantee given. Catalogue and particulars from SCOTT MOTOR AGENCY, 37 Lower Cuba Street, WELLINGTON.: [1682, 929, 1910, 986]
- advertisement-text: Fit "Avon" Cycle Tyres for complete satisfaction.—Advt.: [1682, 1002, 1895, 1012]
- column-rule: [724, 70, 725, 1932]
- article-paragraph: We have now secured permission from General Richardson to build a hut in the Horseferry Road Camp, in the convalescent and hospital camps and of occupation in the chief towns, and so we have suggested a hut in which we can give accommodation. We are proud of the work being done by our workers, who are devoted to it.: [1206, 412, 1434, 481]
- dateline: Christchurch, December 19.: [976, 139, 1088, 149]
- article-paragraph: A total of 31 New Zealanders returning from active service are on board the s.s. Tainui, which is expected to arrive at Auckland on Friday. The returning men are:— Auckland Mounted Rifles. 13/2288 Lieut. J. Robertson (D. B. Robertson, Whangarei), 13/1098 Tpr. C. E. Wilson (Mrs. C. Wilson, Wellington). Canterbury Mounted Rifles. Otago Mounted Rifles. Auckland Battalion. Wellington Battalion. Canterbury Battalion. Otago Battalion. N.Z. Army Service Corps. N.Z. Medical Corps.: [253, 652, 482, 758]
- article-paragraph: Stranded Soldiers.—However, much is being done, but much remains. We think that if we could get a room in the district where a good social worker in charge he would be able to do much good by meeting New Zealanders, arranging London tours for them, and fixing up accommodation.: [1206, 275, 1434, 333]
- article-paragraph: The public health committee of the City Council had a talk with the Minister of Public Health (the Hon. G. W. Russell) yesterday, about the Wellington milk supply and the recent regulations for the protection of milk from flies. The members of the committee present were Councillors R. A. Wright, T. Bush and A. Veitch, and Mr. J. Doyle, chief sanitary inspector for the City Council, was also present.: [730, 140, 958, 222]
- article-paragraph: Accused: "But I am trying to show what is behind my mind. As an equal citizen with you, I say I was brought up with a belief in law and order. I am against conscription, and in rejecting the Government which goes beyond the powers it was vested in when elected.": [492, 495, 720, 553]
- section-heading: DIED OF DISEASE.: [85, 584, 175, 595]
- advertisement-text: Avon "Trilith" Cycle Tyres and Tubes guaranteed 12 months. 14s. 6d. and 16s. 6d. each.—Advt.: [730, 1022, 958, 1044]
- byline: By Telegraph—Press Association.: [1024, 1013, 1140, 1022]
- headline-austin-cars: "AUSTIN" CARS.: [1755, 914, 1837, 925]
- advertisement-text: To correct acidity and flatulency take SHARLAND'S FRUIT MAGNESIA. Sales freshly prepared and always full strength. Sharland's is the best you can buy. Price 1s. 6d.—Advt.: [730, 961, 958, 1007]
- article-paragraph: "It is quite possible that they may be found," said Sir Ernest, "living on seal and penguin, as did the men of the Northern Party of Scott's Expedition.": [492, 922, 720, 956]
- article-paragraph: At the close of the proceedings a number of the ladies were presented with posies of flowers. The men thoroughly enjoyed the dinner, and made their way back to their lines in the best of spirits.: [1444, 538, 1672, 584]
- column-military-service-board: MILITARY SERVICE BOARD —♦— CANTERBURY APPEALS By Telegraph—Press Association. Christchurch, December 19. The Military Service Board sat to-day. Ernest Crozier and George Crozier, dairy farmers, appealed on the ground of undue hardship and that their calling was contrary to public interest. It was stated that if one brother were taken they would have to sell half of a milk run and allow the farm to lapse into a state of unproductivity. The chairman, Mr. G. Evans, S.M., said the board recognised that industries must be carried on, but both could not go, because if one of two brothers working a farm was called up, half the farm's productivity was lost. He believed the view of all boards in the case of two brothers working a farm was that one should be called up, and the other left to manage it, with assistance. Labour could be secured—it was only a question of paying for it. The appeal of George was allowed, and that of Ernest was dismissed. Harry Stanley Gordon, jeweller, and George Clifford Gordon, compositor, sons of Noel Brighton, appealed on the ground of undue hardship. It was stated that they were sons of a widow. One was prepared to go if the other was exempted. Harry's appeal was dismissed, and George's was allowed. John Thompson, of Papanui, appealed on the ground of unfitness, and the appeal was allowed. John Henry Doherty, metal worker, Christchurch, appealed on the ground of undue hardship. His step-father was at the front, and he supported the household. The appeal was adjourned sine die. William Harry Jones, storekeeper, Christchurch, appealed on the ground that his calling was contrary to public interest. The appeal was dismissed. The appeal of Leo Marcus Gregory, Christchurch, on the ground of undue hardship was dismissed. Appellant stated that he was the main support of his mother. John David Marks, Christchurch, medical practitioner, appealed on the ground that his calling was contrary to the public interest. Appellant stated that he had no personal objection to serving as a medical man, but the reason why he was appealing was that he was not sure that the Medical Board would pass him as a medical man, and if he failed to pass the board he would lose his opportunity. The appeal was dismissed. Charles Henry Melhuish, pickle manufacturer, Christchurch, appealed on the ground of undue hardship. Appellant said that the firm had a great deal of business, and if he went the business would suffer. The appeal was dismissed. Charles James Gosling, telegraphist, Christchurch, appealed on the ground of undue hardship. He was married in September, 1915, and had a wife and child to support. He felt strongly on the point of married men being called up. The chairman said that no principle was involved, and the appeal was dismissed. Thomas William Maffey, dairy farmer, Little River, appealed on the ground of undue hardship, and that it was contrary to public interest that he should be called up. He had an invalid brother dependent on him. The appeal was adjourned sine die. William Henry Harvey, racehorse owner, Riccarton, appealed on the ground of undue hardship and his calling. His mother was dependent on him. The appeal was dismissed. The case of Reginald Gordon Douglas, dental mechanic, Fendalton, was adjourned till the next sitting to allow appellant to substantiate a statement regarding his position. Aaron M'Millan, hawker, Christchurch, appealed on the ground that his calling was contrary to the public interest. The appeal was disallowed. SITTING AT HAWERA By Telegraph—Press Association. Hawera, December 19. The Military Service Appeal Board held a sitting at Hawera to-day. The appeal of J. P. Cahill, carrier, on the ground that he was not a reservist, being over age, was allowed. J. J. King, dairy farmer, appealed on the ground of occupation and undue hardship. The appeal was dismissed, King being given leave until the end of January. Any reader may win a cash prize in the Desert Gold Tea Competition. Always ask for Desert Gold. Tea and collect the "camels" off the packets. 4d. per lb. coupons. Prize money to be distributed. Full particulars in packets. Order Desert Gold To-day.—Advt. GRAMOPHONE RECORDS, REDUCED PRICES. The ten-inch His Master's Voice Double-sided Prize Records have been reduced from 5s. to 4s. 6d., and the twelve-inch from 7s. 6d. to 6s. 6d. The ten-inch Zonophone Double-sided Records have also been reduced from 3s. 6d. to 2s. 6d. These Records contribute remarkable value at the new prices. The Bristol Piano Co., Ltd., Wellington. Woods' Great Peppermint Cure For Coughs and Colds, never fails. "Avon" Cycle Tyres are the best in the long run.—Advt.: [968, 70, 1196, 1932]
- article-paragraph: Aaron M'Millan, hawker, Christchurch, appealed on the ground that his calling was contrary to the public interest. The appeal was disallowed.: [968, 948, 1196, 982]
- article-paragraph: Harry Stanley Gordon, jeweller, and George Clifford Gordon, compositor, sons of Noel Brighton, appealed on the ground of undue hardship. It was stated that they were sons of a widow. One was prepared to go if the other was exempted. Harry's appeal was dismissed, and George's was allowed.: [968, 335, 1196, 405]
- subheadline-aurora: AURORA TO SAIL THIS MORNING.: [522, 759, 690, 770]
- masthead: [15, 15, 1914, 64]
- article-paragraph: William Henry Harvey, racehorse owner, Riccarton, appealed on the ground of undue hardship and his calling. His mother was dependent on him. The appeal was dismissed.: [968, 859, 1196, 905]
- section-heading: RETURNING MEN ON S.S. TAINUI.: [286, 637, 450, 648]
- headline-ross-sea: FOR ROSS SEA: [548, 737, 664, 755]
- article-paragraph: A clever and happily-conceived book of Christmas cartoons has just been issued, in which the travels and doings of the Prime Minister and Sir Joseph Ward form the principal theme. Under the title "The Twins Abroad," the unofficial history is amusingly written by Will Lawson, while the accompanying sketches and cartoons by W. Blomfield, a promising Wellington artist, show a remarkable skill in portraying the features and figures of these well-known Ministers.: [730, 779, 958, 884]
- article-paragraph: Pota, Lce.-Corpl., 16/406 (Ripa Whatarewarewa). Dec. 13.: [24, 599, 243, 609]
- article-paragraph: Wellington Infantry Battalion. Hall, A. C. (Mr. E. R. Hall, Bundy, f.). Dec. 16.: [15, 391, 244, 413]
- column-ymca-war-work: Y.M.C.A. WAR WORK —♦— MR. VARNEY'S REPORT PROBLEM OF HOUSING SOLDIERS. The following report from Mr. A. Varney, supervising Y.M.C.A. secretary in England, has just been received:— Shakespeare Hut.—The building of extra dormitories has commenced. This problem of housing soldiers on leave is a big one. We have now sleeping quarters, accommodating 10,000 men weekly, and the cry still is for more. Charges are extremely moderate, according to comfort that can be offered, 1s., 1s. 3d., 1s. 6d., and bed and breakfast. When all the beds are taken, the men just take blankets and sleep on the floor. We try to cater for men on leave, so that they may not be stranded in the streets of London. Stranded Soldiers.—However, much is being done, but much remains. We think that if we could get a room in the district where a good social worker in charge he would be able to do much good by meeting New Zealanders, arranging London tours for them, and fixing up accommodation. During the past week I was able to attend a concert arranged by the Lady Mayoress. The concert was given at the Mansion House, and was a great success. The Lady Mayoress herself entertained a great number of our men. I was pleased to see the Mansion House to a large number of our men, who were delighted with the arrangements. We have now secured permission from General Richardson to build a hut in the Horseferry Road Camp, in the convalescent and hospital camps and of occupation in the chief towns, and so we have suggested a hut in which we can give accommodation. We are proud of the work being done by our workers, who are devoted to it. Brockenhurst Hospital is soon on this. We hope to build a hut for working men and a games room. Up to the present time there has been little provision in the camp for their games. The War Office had given us a site. Codford.—Our extensive additions in the Sling Camp are now practically complete and we are now ready to open them. We are the only institution in this camp of 6000 New Zealanders, having supplied all the necessary facilities. Hospital Visiting.—We have appointed Mrs. Whitney, of Auckland, in charge of our hospital visiting, and hope shortly to secure a lady to assist. We now have a special visitor who goes to the hospitals. Walton-on-Thames.—We have now secured a hut for the men at the hospital and are arranging entertainments. Mr. Gibson has been appointed to take charge. Staff.—We are rapidly enlarging the staff that we may meet the needs of the men at the present time. We have appointed Mr. Wilkie as secretary in charge of the work in France. We now have 25 secretaries at work in France. We have been cabled for £15,000. We have arranged with Mr. Shackleton, of Messrs. Shackleton, of London, for the establishment of a hut in the base camps. Motor Car.—Mr. Shoolock, an old Aucklander, who was a business man, has placed his motor car at the disposal of the Y.M.C.A. for the use of our men, and has offered his services free. Christmas.—We are now making all arrangements for the coming Christmas season. Mr. Flory is arranging a grand treat for the men at all Y.M.C.A. huts. We have arranged for an office now in the Shakespeare Hut, and have established our headquarters here. PAY LESS FOR COAL. You will get more heat from less coal by adding "Saver" to coal, coke, or slack. Makes briquettes burn with only half the fuel required before. Hundreds of housewives are saving every day by using "Saver." You can economise also by obtaining a free sample from your Store. If not stocked, send Post Card to Box 655, Wellington.—Advt. The best on earth. Avon Cycle Tyres and Tubes.—Advt.: [1206, 70, 1434, 1932]
- article-paragraph: The Minister promised to consider the matter, and the deputation withdrew.: [730, 511, 958, 533]
- article-paragraph: The condition of men in hospital was reported as yesterday as follows:—: [15, 676, 244, 698]
- advertisement-text: The best on earth. Avon Cycle Tyres and Tubes.—Advt.: [1216, 1002, 1424, 1012]
- headline-presentation-cullen: PRESENTATION TO MR. J. CULLEN: [266, 772, 470, 808]
- article-paragraph: The following are the findings of a Court of Inquiry:— Previously Reported Missing, Believed Killed, Now Supposed Dead. Wellington Infantry Battalion.: [15, 254, 244, 288]
- advertisement-text: Any reader may win a cash prize in the Desert Gold Tea Competition. Always ask for Desert Gold. Tea and collect the "camels" off the packets. 4d. per lb. coupons. Prize money to be distributed. Full particulars in packets. Order Desert Gold To-day.—Advt.: [968, 1126, 1196, 1184]
- article-paragraph: "Go on," replied the Magistrate (Mr. Bishop).: [500, 321, 669, 331]
- article-paragraph: William Harry Jones, storekeeper, Christchurch, appealed on the ground that his calling was contrary to public interest. The appeal was dismissed.: [968, 486, 1196, 520]
- article-paragraph: Hospital Visiting.—We have appointed Mrs. Whitney, of Auckland, in charge of our hospital visiting, and hope shortly to secure a lady to assist. We now have a special visitor who goes to the hospitals.: [1206, 586, 1434, 632]
- byline: By Telegraph—Press Association.: [548, 154, 664, 163]
- article-paragraph: The case of Reginald Gordon Douglas, dental mechanic, Fendalton, was adjourned till the next sitting to allow appellant to substantiate a statement regarding his position.: [968, 910, 1196, 944]
- article-paragraph: We have been cabled for £15,000. We have arranged with Mr. Shackleton, of Messrs. Shackleton, of London, for the establishment of a hut in the base camps.: [1206, 739, 1434, 773]
- article-paragraph: Auckland Centre.—C. Bock, 1, 5; G. J. C. Bennett, 1, 4, 7; E. Blampied, 2, 5; J. S. Brown, 3, 4, 5; J. H. Clayton, 1, 2, 5, 6; F. P. S. N. Connell, 1, 2, 4, 5, 7; J. S. Day, 1, 4, 5; H. Emmerson, 1, 5, 6; F. R. Gray, 1, 2, 4, 6, 7; H. E. Hodges, 1, 5; A. S. Leahy, 1, 2, 5, 6; H. Mitchell, 1, 2, 5; A. B. Mossman, 2, 3, 4, 5, 7; F. Newton, 2, 4, 5, 6; G. M. Rattray, 1, 2, 4, 5, 6.: [1682, 197, 1910, 279]
- article-paragraph: We have arranged for an office now in the Shakespeare Hut, and have established our headquarters here.: [1206, 866, 1434, 888]
